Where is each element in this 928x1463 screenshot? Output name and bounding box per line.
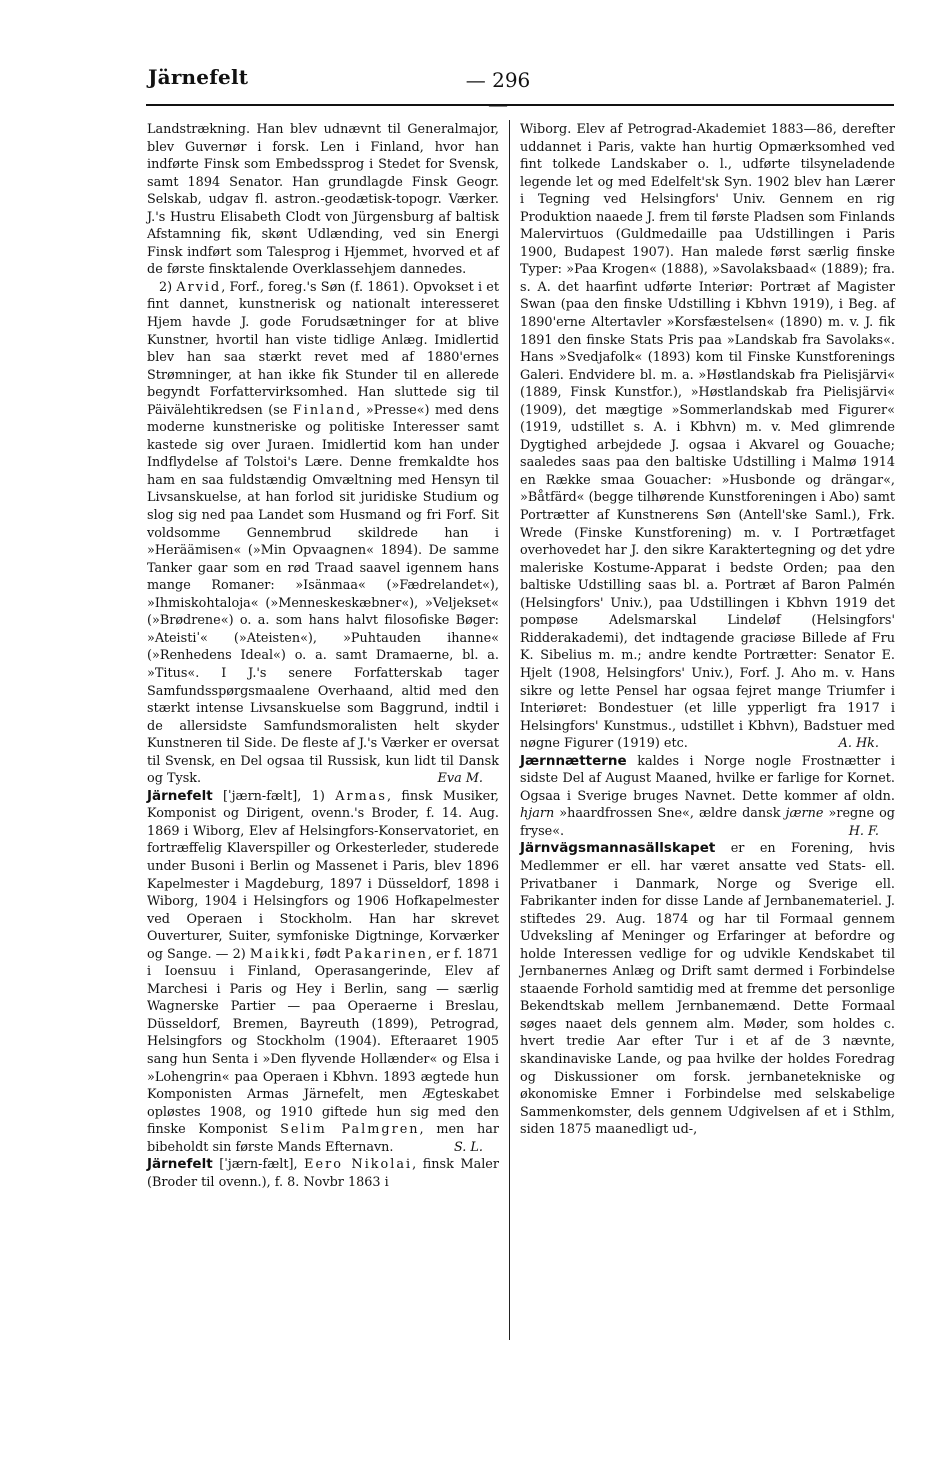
entry-arvid	[147, 279, 499, 788]
headword: Järnefelt	[147, 1156, 213, 1173]
person-name: Maikki	[249, 946, 307, 962]
entry-text: , er f. 1871 i Ioensuu i Finland, Operasangerinde, Elev af Marchesi i Paris og Hey i Berlin, sang — særlig Wagnerske Partier — paa Operaerne i Breslau, Düsseldorf, Bremen, Bayreuth (1899), Petrograd, Helsingfors og Stockholm (1904). Efteraaret 1905 sang hun Senta i »Den flyvende Hollænder« og Elsa i »Lohengrin« paa Operaen i Kbhvn. 1893 ægtede hun Komponisten Armas Järnefelt, men Ægteskabet opløstes 1908, og 1910 giftede hun sig med den finske Komponist	[147, 946, 499, 1138]
entry-jaernnaetterne	[520, 753, 895, 841]
person-name: Pakarinen	[344, 946, 428, 962]
entry-jarnvagsmannasallskapet	[520, 840, 895, 1138]
entry-continuation: Landstrækning. Han blev udnævnt til Generalmajor, blev Guvernør i forsk. Len i Finland, hvor han indførte Finsk som Embedssprog i Stedet for Svensk, samt 1894 Senator. Han grundlagde Finsk Geogr. Selskab, udgav fl. astron.-geodætisk-topogr. Værker. J.'s Hustru Elisabeth Clodt von Jürgensburg af baltisk Afstamning fik, skønt Udlænding, ved sin Energi Finsk indført som Talesprog i Hjemmet, hvorved et af de første finsktalende Overklassehjem dannedes.	[147, 122, 499, 278]
pronunciation: [ˈjærn-fælt], 1)	[212, 788, 336, 804]
person-name: Arvid	[176, 279, 222, 295]
entry-text: »haardfrossen Sne«, ældre dansk	[554, 806, 786, 822]
entry-text: Wiborg. Elev af Petrograd-Akademiet 1883—86, derefter uddannet i Paris, vakte han hurtig Opmærksomhed ved fint tolkede Landskaber o. l., udførte tilsyneladende legende let og med Edelfelt'sk Syn. 1902 blev han Lærer i Tegning ved Helsingfors' Univ. Gennem en rig Produktion naaede J. frem til første Pladsen som Finlands Malervirtuos (Guldmedaille paa Udstillingen i Paris 1900, Budapest 1907). Han malede først særlig finske Typer: »Paa Krogen« (1888), »Savolaksbaad« (1889); fra. s. A. det haarfint udførte Interiør: Portræt af Magister Swan (paa den finske Udstilling i Kbhvn 1919), i Beg. af 1890'erne Altertavler »Korsfæstelsen« (1890) m. v. J. fik 1891 den finske Stats Pris paa »Landskab fra Savolaks«. Hans »Svedjafolk« (1893) kom til Finske Kunstforenings Galeri. Endvidere bl. m. a. »Høstlandskab fra Pielisjärvi« (1889, Finsk Kunstfor.), »Høstlandskab fra Pielisjärvi« (1909), det mægtige »Sommerlandskab med Figurer« (1919, udstillet s. A. i Kbhvn) m. v. Med glimrende Dygtighed arbejdede J. ogsaa i Akvarel og Gouache; saaledes saas paa den baltiske Udstilling i Malmø 1914 en Række smaa Gouacher: »Husbonde og drängar«, »Båtfärd« (begge tilhørende Kunstforeningen i Abo) samt Portrætter af Kunstnerens Søn (Antell'ske Saml.), Frk. Wrede (Finske Kunstforening) m. v. I Portrætfaget overhovedet har J. den sikre Karaktertegning og det ydre maleriske Kostume-Apparat i bedste Orden; paa den baltiske Udstilling saas bl. a. Portræt af Baron Palmén (Helsingfors' Univ.), paa Udstillingen i Kbhvn 1919 det pompøse Adelsmarskal Lindeløf (Helsingfors' Ridderakademi), det indtagende graciøse Billede af Fru K. Sibelius m. m.; andre kendte Portrætter: Senator E. Hjelt (1908, Helsingfors' Univ.), Forf. J. Aho m. v. Hans sikre og lette Pensel har ogsaa fejret mange Triumfer i Interiøret: Bondestuer (et lille ypperligt fra 1917 i Helsingfors' Kunstmus., udstillet i Kbhvn), Badstuer med nøgne Figurer (1919) etc.	[520, 122, 895, 752]
running-title: Järnefelt	[148, 65, 249, 89]
entry-text: , finsk Maler (Broder til ovenn.), f. 8. Novbr 1863 i	[147, 1157, 499, 1190]
headword: Järnefelt	[147, 787, 213, 804]
header-rule	[146, 104, 894, 106]
entry-text: , »Presse«) med dens moderne kunstneriske og politiske Interesser samt kastede sig over Juraen. Imidlertid kom han under Indflydelse af Tolstoi's Lære. Denne fremkaldte hos ham en saa fuldstændig Omvæltning med Hensyn til Livsanskuelse, at han forlod sit juridiske Studium og slog sig ned paa Landet som Husmand og fri Forf. Sit voldsomme Gennembrud skildrede han i »Heräämisen« (»Min Opvaagnen« 1894). De samme Tanker gaar som en rød Traad saavel igennem hans mange Romaner: »Isänmaa« (»Fædrelandet«), »Ihmiskohtaloja« (»Menneskeskæbner«), »Veljekset« (»Brødrene«) o. a. som hans halvt filosofiske Bøger: »Ateistiˈ« (»Ateisten«), »Puhtauden ihanne« (»Renhedens Ideal«) o. a. samt Dramaerne, bl. a. »Titus«. I J.'s senere Forfatterskab tager Samfundsspørgsmaalene Overhaand, altid med den stærkt intense Livsanskuelse som Baggrund, indtil i de allersidste Samfundsmoralisten helt skyder Kunstneren til Side. De fleste af J.'s Værker er oversat til Svensk, en Del ogsaa til Russisk, kun lidt til Dansk og Tysk.	[147, 402, 500, 787]
cited-word: jærne	[785, 806, 824, 822]
cited-word: hjarn	[520, 806, 555, 822]
author-signature: H. F.	[848, 823, 879, 839]
entry-text: , finsk Musiker, Komponist og Dirigent, ovenn.'s Broder, f. 14. Aug. 1869 i Wiborg, Elev af Helsingfors-Konservatoriet, en fortræffelig Klaverspiller og Orkesterleder, studerede under Busoni i Berlin og Massenet i Paris, blev 1896 Kapelmester i Magdeburg, 1897 i Düsseldorf, 1898 i Wiborg, 1904 i Helsingfors og 1906 Hofkapelmester ved Operaen i Stockholm. Han har skrevet Ouverturer, Suiter, symfoniske Digtninge, Korværker og Sange. — 2)	[147, 788, 499, 962]
pronunciation: [ˈjærn-fælt],	[212, 1157, 305, 1173]
entry-jarnefelt-eero	[147, 1156, 499, 1191]
person-name: Selim Palmgren	[280, 1122, 420, 1138]
right-column	[520, 121, 895, 1139]
column-divider	[509, 120, 510, 1340]
entry-number: 2)	[159, 279, 177, 295]
person-name: Eero Nikolai	[304, 1157, 413, 1173]
entry-text: kaldes i Norge nogle Frostnætter i sidste Del af August Maaned, hvilke er farlige for Kornet. Ogsaa i Sverige bruges Navnet. Dette kommer af oldn.	[520, 753, 895, 804]
entry-text: , men har bibeholdt sin første Mands Efternavn.	[147, 1122, 499, 1155]
cross-reference: Finland	[292, 402, 357, 418]
left-column	[147, 121, 499, 1191]
page-number: — 296 —	[465, 68, 531, 116]
person-name: Armas	[335, 788, 387, 804]
entry-jarnefelt-armas	[147, 788, 499, 1156]
entry-text: »regne og fryse«.	[520, 806, 895, 839]
entry-text: , Forf., foreg.'s Søn (f. 1861). Opvokset i et fint dannet, kunstnerisk og nationalt interesseret Hjem havde J. gode Forudsætninger for at blive Kunstner, hvortil han viste tidlige Anlæg. Imidlertid blev han saa stærkt revet med af 1880'ernes Strømninger, at han ikke fik Stunder til en allerede begyndt Forfattervirksomhed. Han sluttede sig til Päivälehtikredsen (se	[147, 279, 499, 418]
entry-text: er en Forening, hvis Medlemmer er ell. har været ansatte ved Stats- ell. Privatbaner i Danmark, Norge og Sverige ell. Fabrikanter inden for disse Lande af Jernbanemateriel. J. stiftedes 29. Aug. 1874 og har til Formaal gennem Udveksling af Meninger og Erfaringer at befordre og holde Interessen vedlige for og udvikle Kendskabet til Jernbanernes Anlæg og Drift samt dermed i Forbindelse staaende Forhold samtidig med at fremme det personlige Bekendtskab mellem Jernbanemænd. Dette Formaal søges naaet dels gennem alm. Møder, som holdes c. hvert tredie Aar efter Tur i et af de 3 nævnte, skandinaviske Lande, og paa hvilke der holdes Foredrag og Diskussioner om forsk. jernbanetekniske og økonomiske Emner i Forbindelse med selskabelige Sammenkomster, dels gennem Udgivelsen af et i Sthlm, siden 1875 maanedligt ud-,	[520, 841, 895, 1138]
entry-text: , født	[306, 946, 345, 962]
author-signature: A. Hk.	[838, 736, 879, 752]
entry-continuation	[520, 121, 895, 753]
headword: Järnvägsmannasällskapet	[520, 840, 716, 857]
headword: Jærnnætterne	[520, 752, 627, 769]
author-signature: Eva M.	[437, 771, 483, 787]
author-signature: S. L.	[453, 1139, 483, 1155]
